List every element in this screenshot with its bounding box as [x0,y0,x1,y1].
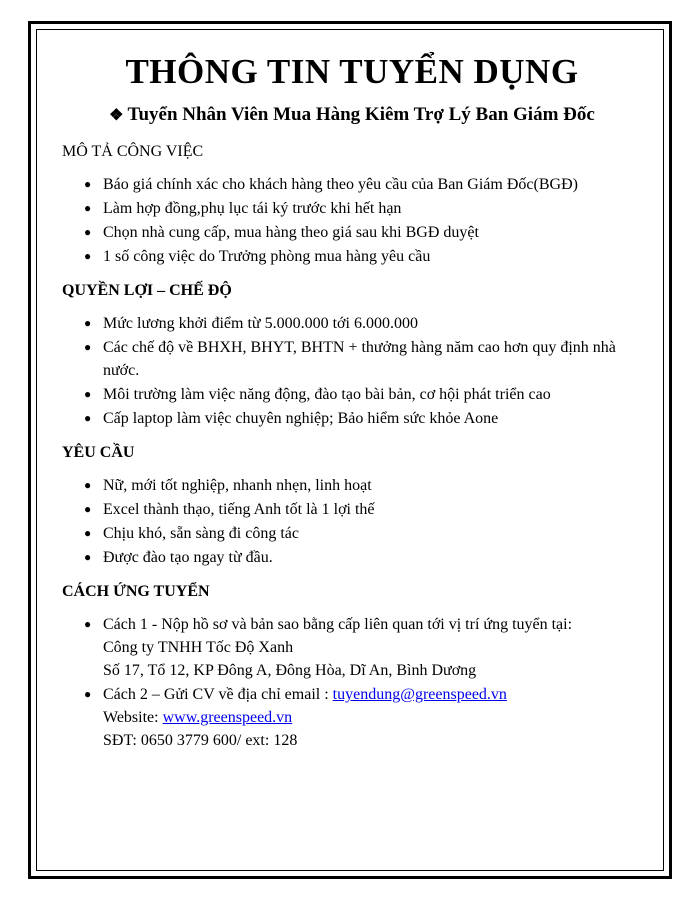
bullet-icon: ● [84,225,92,239]
method-1-text: Cách 1 - Nộp hồ sơ và bản sao bằng cấp liên quan tới vị trí ứng tuyển tại: [103,616,573,633]
list-item: ● Báo giá chính xác cho khách hàng theo yêu cầu của Ban Giám Đốc(BGĐ) [62,173,642,196]
apply-method-1 [62,613,642,682]
list-item: ● Môi trường làm việc năng động, đào tạo bài bản, cơ hội phát triển cao [62,383,642,406]
job-subtitle [62,102,642,129]
document-content [62,50,642,764]
benefits-list [62,312,642,430]
list-item: ● Các chế độ về BHXH, BHYT, BHTN + thưởng hàng năm cao hơn quy định nhà nước. [62,336,642,382]
list-item: ● Nữ, mới tốt nghiệp, nhanh nhẹn, linh hoạt [62,474,642,497]
method-2-text: Cách 2 – Gửi CV về địa chỉ email : [103,686,333,703]
phone-number: SĐT: 0650 3779 600/ ext: 128 [103,732,298,749]
section-heading-job-description: MÔ TẢ CÔNG VIỆC [62,143,204,160]
bullet-icon: ● [84,177,92,191]
apply-methods-list [62,613,642,752]
bullet-icon: ● [84,478,92,492]
bullet-icon: ● [84,550,92,564]
list-item: ● Chịu khó, sẵn sàng đi công tác [62,522,642,545]
section-heading-requirements: YÊU CẦU [62,444,135,461]
section-heading-benefits: QUYỀN LỢI – CHẾ ĐỘ [62,282,232,299]
method-2-line [103,683,642,706]
bullet-icon: ● [84,687,92,701]
list-item: ● 1 số công việc do Trưởng phòng mua hàng yêu cầu [62,245,642,268]
company-address: Số 17, Tổ 12, KP Đông A, Đông Hòa, Dĩ An, Bình Dương [103,662,477,679]
bullet-icon: ● [84,617,92,631]
bullet-icon: ● [84,340,92,354]
list-item: ● Mức lương khởi điểm từ 5.000.000 tới 6.000.000 [62,312,642,335]
list-item: ● Cấp laptop làm việc chuyên nghiệp; Bảo hiểm sức khỏe Aone [62,407,642,430]
website-link[interactable]: www.greenspeed.vn [162,709,293,726]
bullet-icon: ● [84,411,92,425]
bullet-icon: ● [84,387,92,401]
bullet-icon: ● [84,502,92,516]
diamond-bullet-icon: ❖ [109,107,124,124]
page-title: THÔNG TIN TUYỂN DỤNG [125,52,579,91]
list-item: ● Được đào tạo ngay từ đầu. [62,546,642,569]
bullet-icon: ● [84,316,92,330]
bullet-icon: ● [84,249,92,263]
section-heading-how-to-apply: CÁCH ỨNG TUYỂN [62,583,210,600]
job-subtitle-text: Tuyển Nhân Viên Mua Hàng Kiêm Trợ Lý Ban Giám Đốc [127,104,595,125]
bullet-icon: ● [84,526,92,540]
requirements-list [62,474,642,569]
job-description-list [62,173,642,268]
bullet-icon: ● [84,201,92,215]
list-item: ● Excel thành thạo, tiếng Anh tốt là 1 lợi thế [62,498,642,521]
company-name: Công ty TNHH Tốc Độ Xanh [103,639,294,656]
list-item: ● Làm hợp đồng,phụ lục tái ký trước khi hết hạn [62,197,642,220]
list-item: ● Chọn nhà cung cấp, mua hàng theo giá sau khi BGĐ duyệt [62,221,642,244]
apply-method-2 [62,683,642,752]
website-label: Website: [103,709,163,726]
website-line [103,706,642,729]
email-link[interactable]: tuyendung@greenspeed.vn [332,686,507,703]
